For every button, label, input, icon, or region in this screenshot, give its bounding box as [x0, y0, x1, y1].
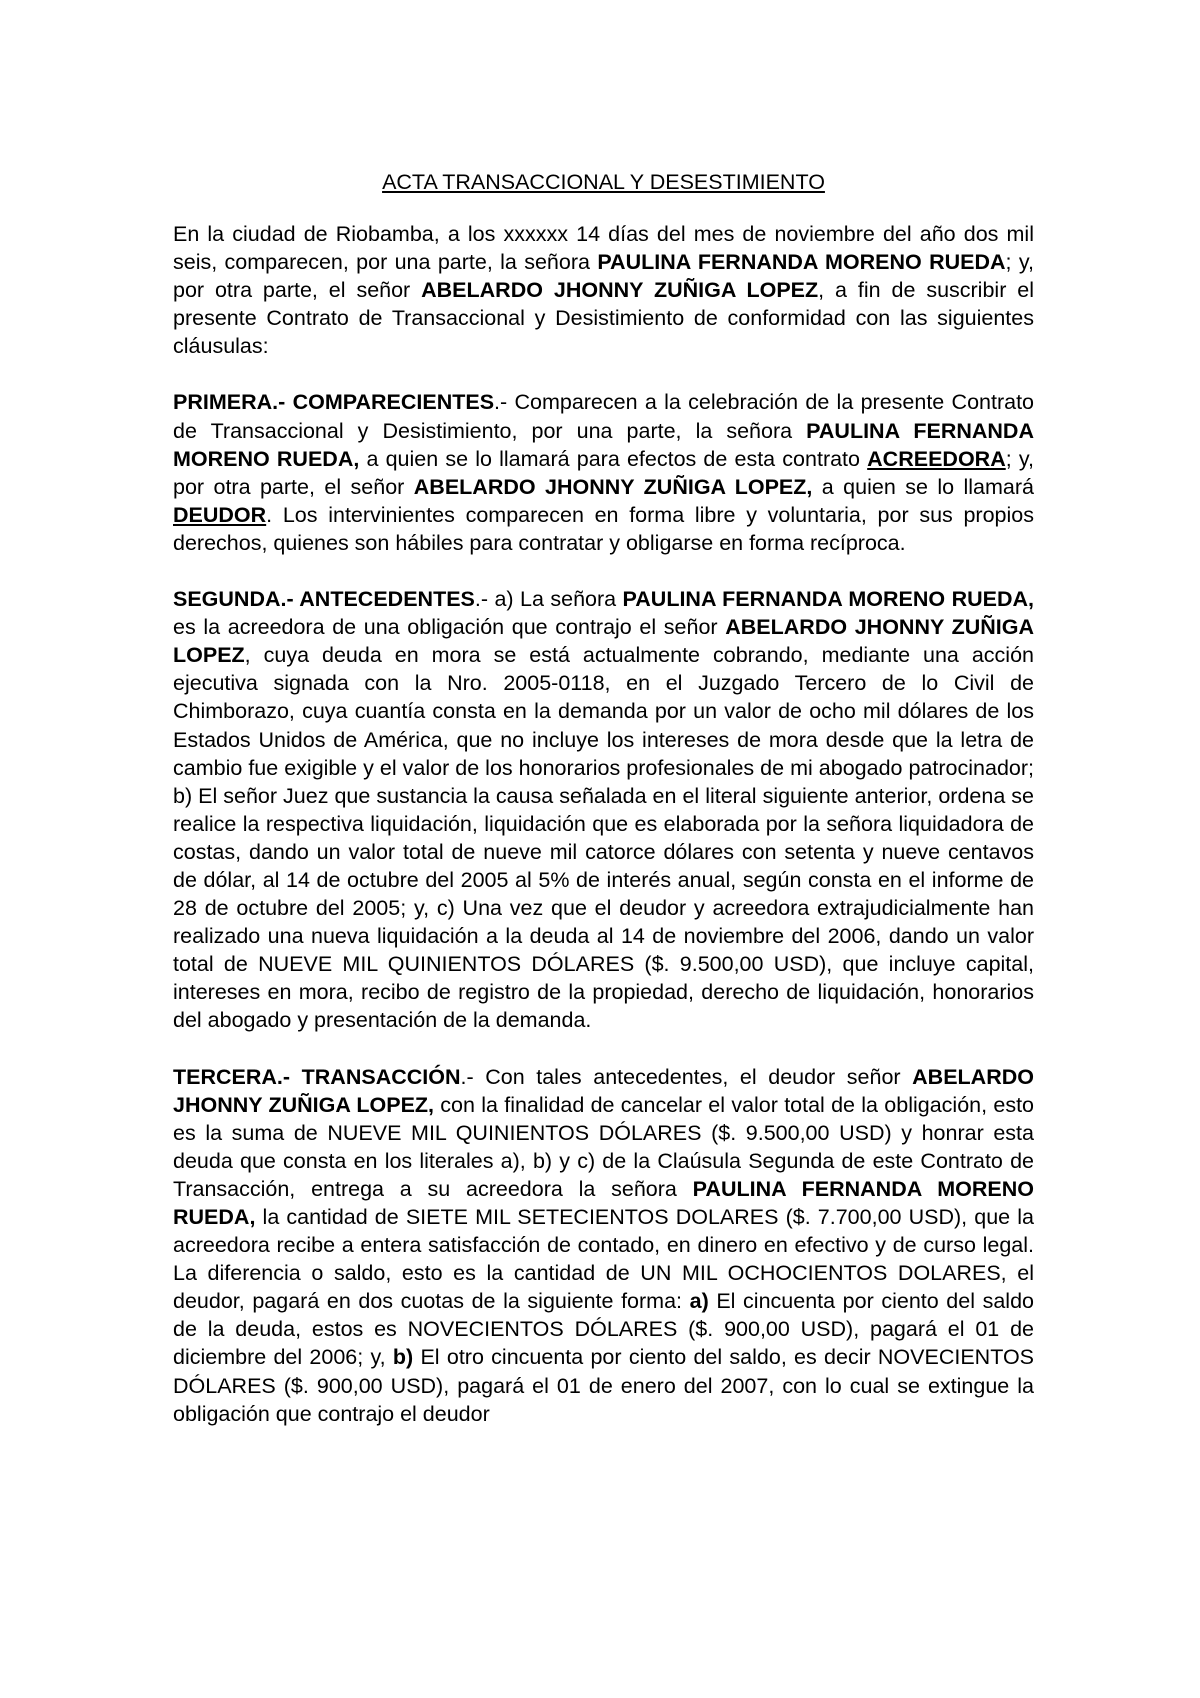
text-run: .- Comparecen a la celebración de la presente Contrato de Transaccional y Desistimiento, por una parte, la señora [173, 390, 1034, 443]
text-run: con la finalidad de cancelar el valor total de la obligación, esto es la suma de NUEVE MIL QUINIENTOS DÓLARES ($. 9.500,00 USD) y honrar esta deuda que consta en los literales a), b) y c) de la Claúsula Segunda de este Contrato de Transacción, entrega a su acreedora la señora [173, 1092, 1034, 1201]
clause-primera [173, 388, 1034, 557]
bold-text-run: b) [392, 1345, 414, 1370]
text-run: , cuya deuda en mora se está actualmente cobrando, mediante una acción ejecutiva signada con la Nro. 2005-0118, en el Juzgado Tercero de lo Civil de Chimborazo, cuya cuantía consta en la demanda por un valor de ocho mil dólares de los Estados Unidos de América, que no incluye los intereses de mora desde que la letra de cambio fue exigible y el valor de los honorarios profesionales de mi abogado patrocinador; b) El señor Juez que sustancia la causa señalada en el literal siguiente anterior, ordena se realice la respectiva liquidación, liquidación que es elaborada por la señora liquidadora de costas, dando un valor total de nueve mil catorce dólares con setenta y nueve centavos de dólar, al 14 de octubre del 2005 al 5% de interés anual, según consta en el informe de 28 de octubre del 2005; y, c) Una vez que el deudor y acreedora extrajudicialmente han realizado una nueva liquidación a la deuda al 14 de noviembre del 2006, dando un valor total de NUEVE MIL QUINIENTOS DÓLARES ($. 9.500,00 USD), que incluye capital, intereses en mora, recibo de registro de la propiedad, derecho de liquidación, honorarios del abogado y presentación de la demanda. [173, 643, 1034, 1033]
text-run: a quien se lo llamará [812, 474, 1035, 499]
text-run: El otro cincuenta por ciento del saldo, es decir NOVECIENTOS DÓLARES ($. 900,00 USD), pagará el 01 de enero del 2007, con lo cual se extingue la obligación que contrajo el deudor [173, 1345, 1035, 1426]
text-run: a quien se lo llamará para efectos de esta contrato [359, 446, 868, 471]
text-run: .- Con tales antecedentes, el deudor señor [460, 1064, 913, 1089]
bold-text-run: ABELARDO JHONNY ZUÑIGA LOPEZ [421, 278, 819, 303]
bold-text-run: ABELARDO JHONNY ZUÑIGA LOPEZ, [173, 1064, 1034, 1117]
text-run: El cincuenta por ciento del saldo de la deuda, estos es NOVECIENTOS DÓLARES ($. 900,00 USD), pagará el 01 de diciembre del 2006; y, [173, 1289, 1034, 1370]
bold-text-run: PAULINA FERNANDA MORENO RUEDA, [622, 587, 1034, 612]
bold-text-run: DEUDOR [173, 502, 267, 527]
clause-tercera [173, 1063, 1034, 1428]
bold-text-run: TERCERA.- TRANSACCIÓN [173, 1064, 461, 1089]
intro-paragraph [173, 220, 1034, 360]
bold-text-run: a) [689, 1289, 709, 1314]
text-run: ; y, por otra parte, el señor [173, 250, 1034, 303]
bold-text-run: PAULINA FERNANDA MORENO RUEDA, [173, 418, 1034, 471]
text-run: es la acreedora de una obligación que contrajo el señor [173, 615, 726, 640]
bold-text-run: ABELARDO JHONNY ZUÑIGA LOPEZ, [413, 474, 813, 499]
bold-text-run: PAULINA FERNANDA MORENO RUEDA, [173, 1176, 1034, 1229]
text-run: .- a) La señora [474, 587, 623, 612]
document-page [173, 168, 1034, 1456]
bold-text-run: PRIMERA.- COMPARECIENTES [173, 390, 495, 415]
text-run: , a fin de suscribir el presente Contrato de Transaccional y Desistimiento de conformidad con las siguientes cláusulas: [173, 278, 1034, 359]
bold-text-run: ACREEDORA [867, 446, 1006, 471]
bold-text-run: SEGUNDA.- ANTECEDENTES [173, 587, 475, 612]
text-run: la cantidad de SIETE MIL SETECIENTOS DOLARES ($. 7.700,00 USD), que la acreedora recibe a entera satisfacción de contado, en dinero en efectivo y de curso legal. La diferencia o saldo, esto es la cantidad de UN MIL OCHOCIENTOS DOLARES, el deudor, pagará en dos cuotas de la siguiente forma: [173, 1205, 1034, 1314]
bold-text-run: PAULINA FERNANDA MORENO RUEDA [597, 250, 1006, 275]
text-run: ; y, por otra parte, el señor [173, 446, 1034, 499]
text-run: En la ciudad de Riobamba, a los xxxxxx 14 días del mes de noviembre del año dos mil seis, comparecen, por una parte, la señora [173, 222, 1034, 275]
text-run: . Los intervinientes comparecen en forma libre y voluntaria, por sus propios derechos, quienes son hábiles para contratar y obligarse en forma recíproca. [173, 502, 1034, 555]
document-title: ACTA TRANSACCIONAL Y DESESTIMIENTO [382, 170, 825, 194]
bold-text-run: ABELARDO JHONNY ZUÑIGA LOPEZ [173, 615, 1034, 668]
clause-segunda [173, 585, 1034, 1035]
